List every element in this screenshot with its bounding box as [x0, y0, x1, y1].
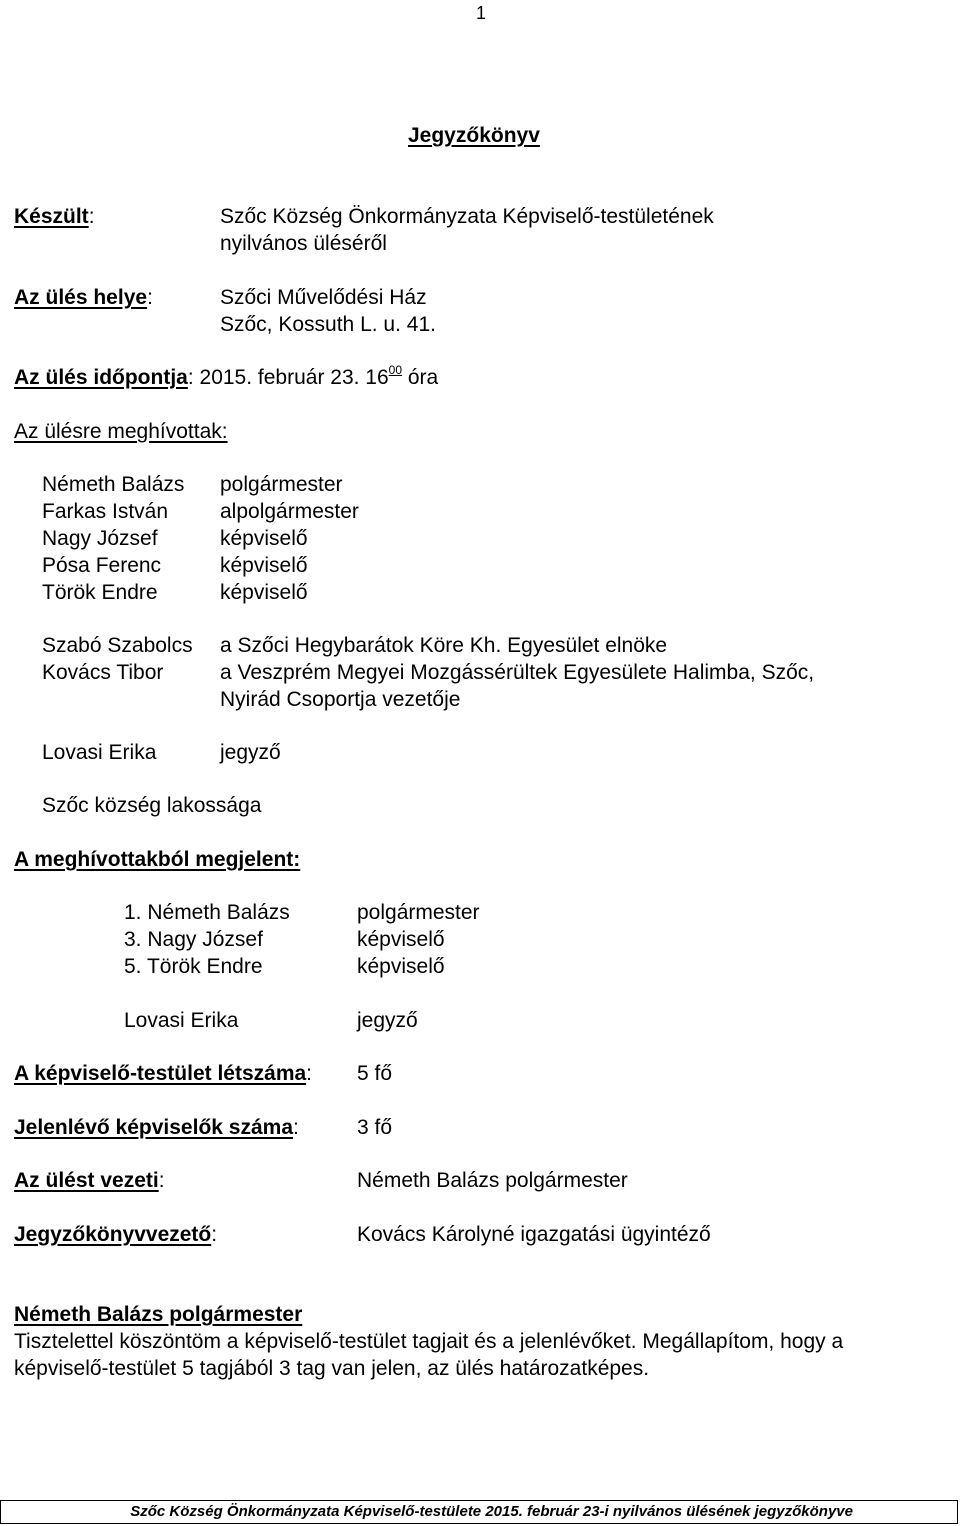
jelenlevo-colon: :: [293, 1116, 299, 1139]
ules-helye-line1: Szőci Művelődési Ház: [220, 286, 427, 309]
idopont-unit: óra: [402, 366, 439, 389]
jegyzokonyvvezeto-label-wrap: [14, 1221, 217, 1248]
jelenlevo-value: 3 fő: [357, 1116, 393, 1139]
attendee-name: 5. Török Endre: [124, 955, 263, 978]
member-name: Nagy József: [42, 527, 158, 550]
member-role: alpolgármester: [220, 500, 359, 523]
keszult-line1: Szőc Község Önkormányzata Képviselő-testületének: [220, 205, 714, 228]
jegyzokonyvvezeto-label: Jegyzőkönyvvezető: [14, 1223, 212, 1246]
idopont-line: [14, 364, 438, 391]
member-role: polgármester: [220, 473, 343, 496]
vezeti-label-wrap: [14, 1167, 165, 1194]
ules-helye-line2: Szőc, Kossuth L. u. 41.: [220, 313, 436, 336]
attendee-role: képviselő: [357, 928, 445, 951]
ules-helye-label: Az ülés helye: [14, 286, 148, 309]
guest-name: Szabó Szabolcs: [42, 634, 193, 657]
notary-name: Lovasi Erika: [42, 741, 157, 764]
idopont-minutes: 00: [388, 363, 403, 377]
member-name: Török Endre: [42, 581, 158, 604]
page-footer: Szőc Község Önkormányzata Képviselő-testülete 2015. február 23-i nyilvános ülésének jegyzőkönyve: [0, 1500, 958, 1524]
keszult-line2: nyilvános üléséről: [220, 232, 387, 255]
notary-role: jegyző: [220, 741, 281, 764]
jelenlevo-label-wrap: [14, 1114, 299, 1141]
member-name: Farkas István: [42, 500, 169, 523]
page-number: 1: [476, 3, 487, 23]
keszult-label: Készült: [14, 205, 89, 228]
member-role: képviselő: [220, 554, 308, 577]
attendee-notary-role: jegyző: [357, 1009, 418, 1032]
idopont-label: Az ülés időpontja: [14, 366, 188, 389]
megjelent-label: A meghívottakból megjelent:: [14, 848, 301, 871]
attendee-role: képviselő: [357, 955, 445, 978]
attendee-notary-name: Lovasi Erika: [124, 1009, 239, 1032]
member-role: képviselő: [220, 581, 308, 604]
jegyzokonyvvezeto-colon: :: [211, 1223, 218, 1246]
idopont-value: 2015. február 23. 16: [193, 366, 389, 389]
letszam-colon: :: [306, 1062, 313, 1085]
attendee-name: 1. Németh Balázs: [124, 901, 290, 924]
speech-line2: képviselő-testület 5 tagjából 3 tag van jelen, az ülés határozatképes.: [14, 1357, 650, 1380]
attendee-name: 3. Nagy József: [124, 928, 263, 951]
member-name: Pósa Ferenc: [42, 554, 162, 577]
public-label: Szőc község lakossága: [42, 794, 262, 817]
guest-role-cont: Nyirád Csoportja vezetője: [220, 688, 461, 711]
speaker-heading: Németh Balázs polgármester: [14, 1303, 303, 1326]
letszam-value: 5 fő: [357, 1062, 393, 1085]
document-title: Jegyzőkönyv: [408, 124, 540, 147]
vezeti-label: Az ülést vezeti: [14, 1169, 159, 1192]
member-role: képviselő: [220, 527, 308, 550]
guest-role: a Szőci Hegybarátok Köre Kh. Egyesület elnöke: [220, 634, 668, 657]
letszam-label: A képviselő-testület létszáma: [14, 1062, 307, 1085]
jelenlevo-label: Jelenlévő képviselők száma: [14, 1116, 293, 1139]
speech-line1: Tisztelettel köszöntöm a képviselő-testület tagjait és a jelenlévőket. Megállapítom, hogy a: [14, 1330, 844, 1353]
member-name: Németh Balázs: [42, 473, 185, 496]
vezeti-value: Németh Balázs polgármester: [357, 1169, 628, 1192]
keszult-colon: :: [88, 205, 95, 228]
attendee-role: polgármester: [357, 901, 480, 924]
vezeti-colon: :: [158, 1169, 165, 1192]
guest-role: a Veszprém Megyei Mozgássérültek Egyesülete Halimba, Szőc,: [220, 661, 815, 684]
meghivottak-label: Az ülésre meghívottak:: [14, 420, 228, 443]
ules-helye-label-wrap: [14, 284, 153, 311]
letszam-label-wrap: [14, 1060, 312, 1087]
jegyzokonyvvezeto-value: Kovács Károlyné igazgatási ügyintéző: [357, 1223, 711, 1246]
idopont-colon: :: [187, 366, 194, 389]
ules-helye-colon: :: [147, 286, 153, 309]
guest-name: Kovács Tibor: [42, 661, 164, 684]
keszult-label-wrap: [14, 203, 95, 230]
